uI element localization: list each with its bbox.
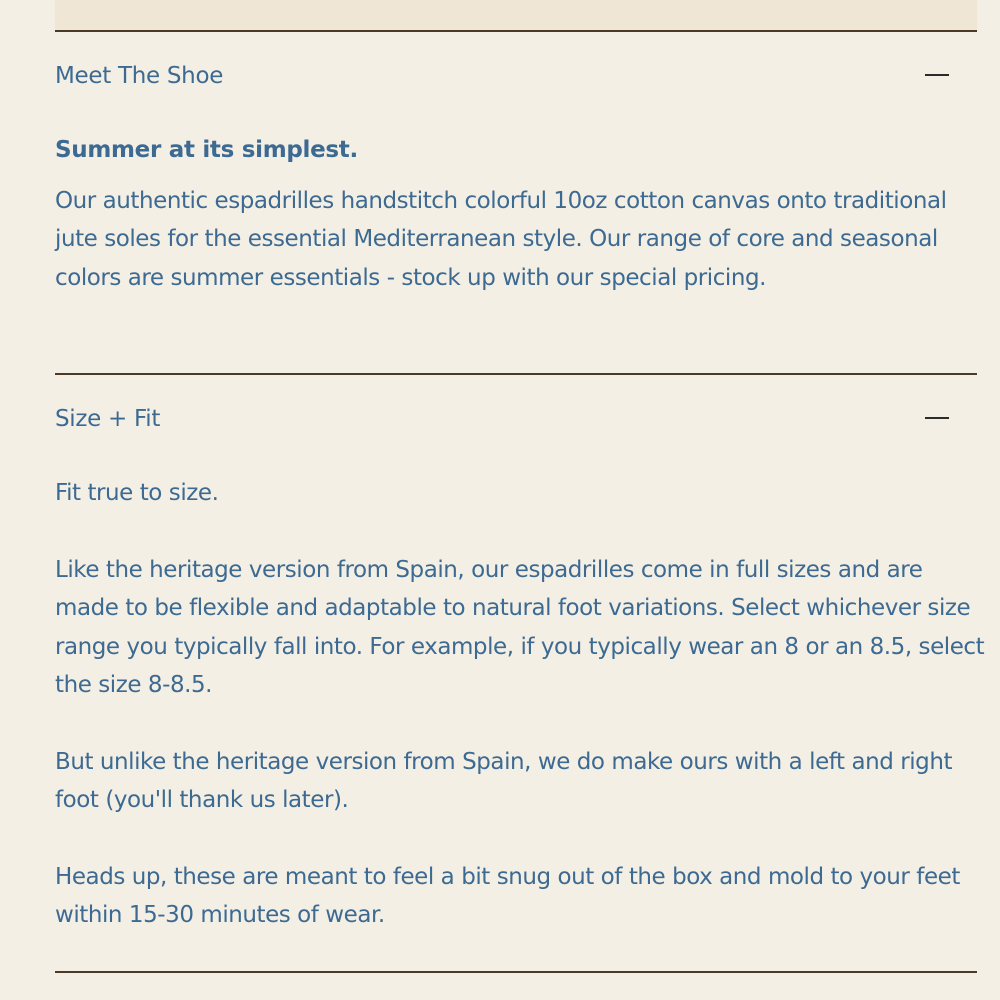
section-body: Our authentic espadrilles handstitch colorful 10oz cotton canvas onto traditional jute soles for the essential Mediterranean style. Our range of core and seasonal colors are summer essentials - stock up with our special pricing. <box>55 188 947 291</box>
section-divider <box>55 971 977 973</box>
accordion-header-meet-the-shoe[interactable] <box>55 56 977 96</box>
fit-paragraph: Like the heritage version from Spain, our espadrilles come in full sizes and are made to be flexible and adaptable to natural foot variations. Select whichever size range you typically fall into. For example, if you typically wear an 8 or an 8.5, select the size 8-8.5. <box>55 557 985 699</box>
accordion-header-size-fit[interactable] <box>55 399 977 439</box>
collapse-minus-icon[interactable] <box>925 417 949 419</box>
accordion-title: Meet The Shoe <box>55 63 224 89</box>
fit-paragraph: But unlike the heritage version from Spain, we do make ours with a left and right foot (you'll thank us later). <box>55 749 953 814</box>
previous-section-band <box>55 0 977 31</box>
section-lead: Summer at its simplest. <box>55 137 358 163</box>
collapse-minus-icon[interactable] <box>925 74 949 76</box>
section-divider <box>55 373 977 375</box>
fit-paragraph: Fit true to size. <box>55 480 219 506</box>
accordion-title: Size + Fit <box>55 406 161 432</box>
fit-paragraph: Heads up, these are meant to feel a bit snug out of the box and mold to your feet within 15-30 minutes of wear. <box>55 864 960 929</box>
section-divider <box>55 30 977 32</box>
